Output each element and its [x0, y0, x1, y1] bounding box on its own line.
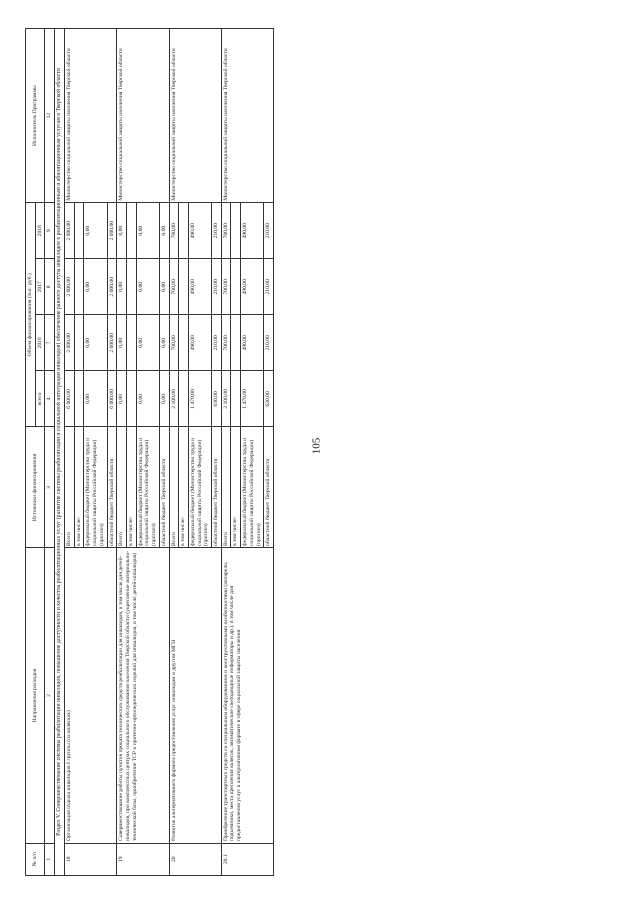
source-cell: федеральный бюджет (Министерство труда и социальной защиты Российской Федерации) (прогноз)	[188, 427, 211, 548]
value-2017: 700,00	[169, 259, 179, 315]
value-2016: 210,00	[264, 315, 274, 371]
value-total: 0,00	[159, 371, 169, 427]
value-total	[74, 371, 84, 427]
value-2016: 2 000,00	[65, 315, 75, 371]
value-total	[179, 371, 189, 427]
value-total: 6 000,00	[107, 371, 117, 427]
value-2017: 700,00	[221, 259, 231, 315]
value-total: 0,00	[117, 371, 127, 427]
value-2016: 490,00	[188, 315, 211, 371]
value-2018: 0,00	[117, 203, 127, 259]
source-cell: областной бюджет Тверской области	[212, 427, 222, 548]
header-total: всего	[35, 371, 45, 427]
col-number: 3	[45, 427, 55, 548]
value-total: 2 100,00	[169, 371, 179, 427]
value-total	[231, 371, 241, 427]
item-direction: Приобретение транспортных средств со специальным оборудованием и конструктивными особенностями (аппарели, подъемники, места крепления колясок, автоматические светодиодные информаторы и др.), в том числе для предоставления услуг в альтернативном формате в сфере социальной защиты населения	[221, 548, 273, 843]
value-2016: 0,00	[84, 315, 107, 371]
col-number: 2	[45, 548, 55, 843]
value-2017: 0,00	[117, 259, 127, 315]
value-2016: 0,00	[117, 315, 127, 371]
value-2016: 0,00	[159, 315, 169, 371]
item-direction: Совершенствование работы пунктов проката технических средств реабилитации для инвалидов, в том числе для детей-инвалидов, при комплексных центрах социального обслуживания населения Тверской области (укрепление материально-технической базы, приобретение ТСР и протезно-ортопедических изделий для инвалидов, в том числе детей-инвалидов)	[117, 548, 169, 843]
item-number: 19	[117, 843, 169, 875]
value-2017: 0,00	[159, 259, 169, 315]
value-2017: 2 000,00	[107, 259, 117, 315]
value-2016	[179, 315, 189, 371]
header-num: № п/п	[26, 843, 45, 875]
source-cell: в том числе:	[126, 427, 136, 548]
value-2016: 700,00	[221, 315, 231, 371]
header-volume: Объем финансирования (тыс. руб.)	[26, 203, 36, 427]
value-2018: 0,00	[84, 203, 107, 259]
item-direction: Развитие альтернативного формата предоставления услуг инвалидам и другим МГН	[169, 548, 221, 843]
value-2017: 490,00	[241, 259, 264, 315]
value-2017	[179, 259, 189, 315]
value-2016	[126, 315, 136, 371]
header-sources: Источники финансирования	[26, 427, 45, 548]
value-2016: 210,00	[212, 315, 222, 371]
col-number: 4	[45, 371, 55, 427]
header-direction: Направления расходов	[26, 548, 45, 843]
col-number: 7	[45, 315, 55, 371]
value-2018	[74, 203, 84, 259]
value-total	[126, 371, 136, 427]
value-total: 1 470,00	[188, 371, 211, 427]
header-year: 2016	[35, 315, 45, 371]
value-2017: 210,00	[264, 259, 274, 315]
source-cell: федеральный бюджет (Министерство труда и социальной защиты Российской Федерации) (прогноз)	[241, 427, 264, 548]
value-2016	[74, 315, 84, 371]
value-2016: 700,00	[169, 315, 179, 371]
value-2018: 2 000,00	[65, 203, 75, 259]
value-2018: 490,00	[241, 203, 264, 259]
value-2018: 700,00	[169, 203, 179, 259]
value-2016: 2 000,00	[107, 315, 117, 371]
value-2017	[231, 259, 241, 315]
value-2016	[231, 315, 241, 371]
financing-table	[25, 28, 274, 876]
item-executor: Министерство социальной защиты населения Тверской области	[65, 29, 117, 203]
value-total: 6 000,00	[65, 371, 75, 427]
value-2017: 0,00	[136, 259, 159, 315]
source-cell: в том числе:	[74, 427, 84, 548]
value-2018: 0,00	[159, 203, 169, 259]
value-2018: 700,00	[221, 203, 231, 259]
value-total: 630,00	[212, 371, 222, 427]
item-executor: Министерство социальной защиты населения Тверской области	[221, 29, 273, 203]
value-total: 0,00	[136, 371, 159, 427]
col-number: 9	[45, 203, 55, 259]
value-2017: 0,00	[84, 259, 107, 315]
value-2018: 490,00	[188, 203, 211, 259]
page-number: 105	[310, 437, 323, 455]
rotated-page	[25, 28, 615, 876]
value-2018: 2 000,00	[107, 203, 117, 259]
section-title: Раздел V. Совершенствование системы реабилитации инвалидов, повышение доступности и качества реабилитационных услуг (развитие системы реабилитации и социальной интеграции инвалидов) обеспечение равного доступа инвалидов к реабилитационным и абилитационным услугам в Тверской области	[55, 29, 65, 876]
value-2018	[179, 203, 189, 259]
header-executor: Исполнитель Программы	[26, 29, 45, 203]
value-total: 630,00	[264, 371, 274, 427]
item-number: 18	[65, 843, 117, 875]
value-2017: 210,00	[212, 259, 222, 315]
source-cell: областной бюджет Тверской области	[264, 427, 274, 548]
value-total: 0,00	[84, 371, 107, 427]
source-cell: в том числе:	[179, 427, 189, 548]
source-cell: Всего	[65, 427, 75, 548]
value-total: 1 470,00	[241, 371, 264, 427]
source-cell: федеральный бюджет (Министерство труда и социальной защиты Российской Федерации) (прогноз)	[136, 427, 159, 548]
value-2016: 0,00	[136, 315, 159, 371]
value-2017	[126, 259, 136, 315]
item-executor: Министерство социальной защиты населения Тверской области	[169, 29, 221, 203]
value-2016: 490,00	[241, 315, 264, 371]
source-cell: областной бюджет Тверской области	[159, 427, 169, 548]
value-total: 2 100,00	[221, 371, 231, 427]
value-2017: 490,00	[188, 259, 211, 315]
value-2018	[231, 203, 241, 259]
value-2018: 210,00	[212, 203, 222, 259]
source-cell: областной бюджет Тверской области	[107, 427, 117, 548]
source-cell: Всего	[169, 427, 179, 548]
source-cell: федеральный бюджет (Министерство труда и социальной защиты Российской Федерации) (прогноз)	[84, 427, 107, 548]
source-cell: Всего	[117, 427, 127, 548]
col-number: 12	[45, 29, 55, 203]
item-executor: Министерство социальной защиты населения Тверской области	[117, 29, 169, 203]
value-2018: 0,00	[136, 203, 159, 259]
value-2017	[74, 259, 84, 315]
value-2018: 210,00	[264, 203, 274, 259]
header-year: 2017	[35, 259, 45, 315]
source-cell: Всего	[221, 427, 231, 548]
col-number: 8	[45, 259, 55, 315]
item-number: 20	[169, 843, 221, 875]
item-direction: Организация отдыха инвалидов I группы (на колясках)	[65, 548, 117, 843]
item-number: 20.1	[221, 843, 273, 875]
source-cell: в том числе:	[231, 427, 241, 548]
value-2017: 2 000,00	[65, 259, 75, 315]
value-2018	[126, 203, 136, 259]
col-number: 1	[45, 843, 55, 875]
header-year: 2018	[35, 203, 45, 259]
